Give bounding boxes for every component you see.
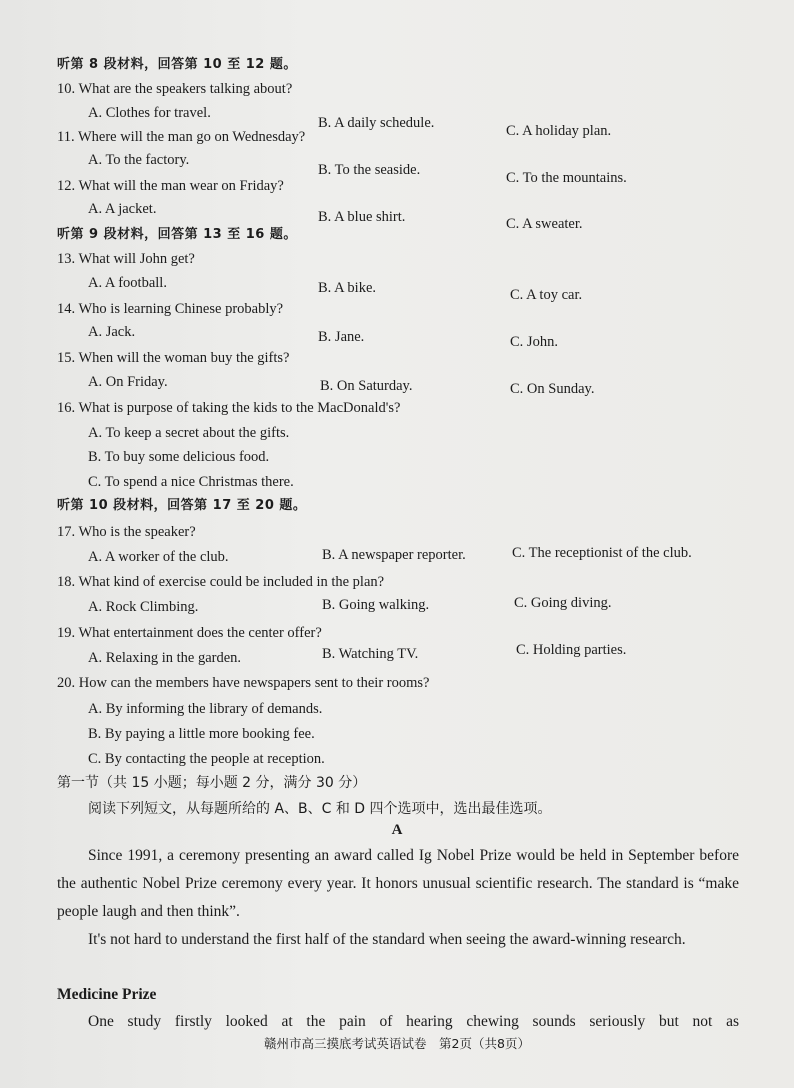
q18-option-c: C. Going diving. [514, 595, 612, 611]
q20-option-c: C. By contacting the people at reception. [88, 751, 325, 767]
q16-option-a: A. To keep a secret about the gifts. [88, 425, 290, 441]
q11-option-c: C. To the mountains. [506, 170, 627, 186]
question-17: 17. Who is the speaker? [57, 524, 196, 540]
q14-option-b: B. Jane. [318, 329, 365, 345]
section-header-8: 听第 8 段材料，回答第 10 至 12 题。 [57, 57, 297, 72]
q13-option-b: B. A bike. [318, 280, 377, 296]
question-18: 18. What kind of exercise could be included in the plan? [57, 574, 385, 590]
q18-option-a: A. Rock Climbing. [88, 599, 199, 615]
q14-option-a: A. Jack. [88, 324, 136, 340]
passage-paragraph-3: One study firstly looked at the pain of hearing chewing sounds seriously but not as [88, 1013, 739, 1030]
question-16: 16. What is purpose of taking the kids to the MacDonald's? [57, 400, 401, 416]
q10-option-b: B. A daily schedule. [318, 115, 435, 131]
q17-option-c: C. The receptionist of the club. [512, 545, 692, 561]
question-15: 15. When will the woman buy the gifts? [57, 350, 290, 366]
section-header-10: 听第 10 段材料，回答第 17 至 20 题。 [57, 498, 307, 513]
q17-option-b: B. A newspaper reporter. [322, 547, 466, 563]
q12-option-a: A. A jacket. [88, 201, 157, 217]
q17-option-a: A. A worker of the club. [88, 549, 229, 565]
reading-section-title: 第一节（共 15 小题；每小题 2 分，满分 30 分） [57, 775, 367, 791]
question-19: 19. What entertainment does the center offer? [57, 625, 322, 641]
q20-option-a: A. By informing the library of demands. [88, 701, 323, 717]
q18-option-b: B. Going walking. [322, 597, 430, 613]
q15-option-c: C. On Sunday. [510, 381, 595, 397]
question-14: 14. Who is learning Chinese probably? [57, 301, 284, 317]
q10-option-c: C. A holiday plan. [506, 123, 612, 139]
passage-label: A [391, 822, 403, 838]
q19-option-a: A. Relaxing in the garden. [88, 650, 242, 666]
question-13: 13. What will John get? [57, 251, 195, 267]
reading-instruction: 阅读下列短文，从每题所给的 A、B、C 和 D 四个选项中，选出最佳选项。 [88, 801, 552, 817]
q19-option-c: C. Holding parties. [516, 642, 627, 658]
q20-option-b: B. By paying a little more booking fee. [88, 726, 315, 742]
q11-option-b: B. To the seaside. [318, 162, 421, 178]
q11-option-a: A. To the factory. [88, 152, 190, 168]
q13-option-c: C. A toy car. [510, 287, 583, 303]
q16-option-b: B. To buy some delicious food. [88, 449, 270, 465]
passage-paragraph-2: It's not hard to understand the first half of the standard when seeing the award-winning research. [88, 931, 686, 948]
passage-subheading: Medicine Prize [57, 986, 157, 1003]
q15-option-b: B. On Saturday. [320, 378, 413, 394]
q16-option-c: C. To spend a nice Christmas there. [88, 474, 294, 490]
passage-paragraph-1: Since 1991, a ceremony presenting an award called Ig Nobel Prize would be held in September before the authentic Nobel Prize ceremony every year. It honors unusual scientific research. The standard is “make people laugh and then think”. [57, 847, 739, 920]
question-20: 20. How can the members have newspapers sent to their rooms? [57, 675, 430, 691]
q12-option-b: B. A blue shirt. [318, 209, 406, 225]
q10-option-a: A. Clothes for travel. [88, 105, 211, 121]
question-12: 12. What will the man wear on Friday? [57, 178, 284, 194]
q12-option-c: C. A sweater. [506, 216, 583, 232]
q15-option-a: A. On Friday. [88, 374, 168, 390]
q19-option-b: B. Watching TV. [322, 646, 419, 662]
section-header-9: 听第 9 段材料，回答第 13 至 16 题。 [57, 227, 297, 242]
q14-option-c: C. John. [510, 334, 558, 350]
q13-option-a: A. A football. [88, 275, 167, 291]
question-11: 11. Where will the man go on Wednesday? [57, 129, 306, 145]
page-footer: 赣州市高三摸底考试英语试卷 第2页（共8页） [264, 1036, 530, 1051]
question-10: 10. What are the speakers talking about? [57, 81, 293, 97]
